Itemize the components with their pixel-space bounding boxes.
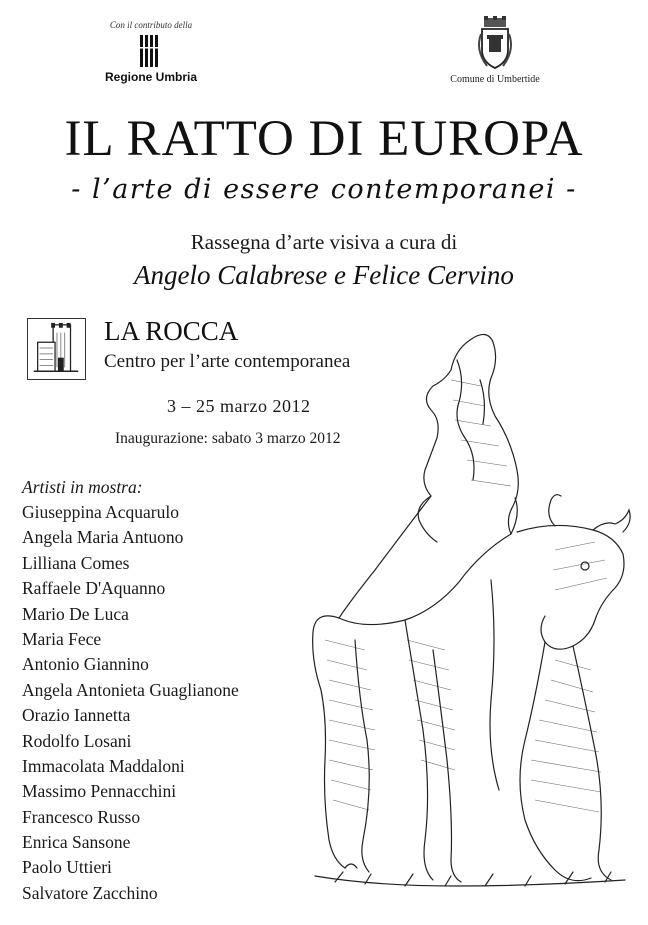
list-item: Angela Antonieta Guaglianone [22,679,239,700]
list-item: Paolo Uttieri [22,857,112,878]
artists-heading: Artisti in mostra: [22,477,143,497]
curators-names: Angelo Calabrese e Felice Cervino [134,260,514,290]
rocca-tower-logo-icon [27,318,86,380]
list-item: Orazio Iannetta [22,705,131,726]
list-item: Antonio Giannino [22,654,149,675]
page-title: IL RATTO DI EUROPA [64,111,584,167]
sponsor-name: Regione Umbria [104,70,197,84]
comune-crest-icon [473,16,517,72]
venue-name: LA ROCCA [104,316,239,346]
sponsor-pre-text: Con il contributo della [109,20,193,30]
page-subtitle: - l’arte di essere contemporanei - [71,174,577,205]
europa-and-bull-drawing-icon [255,320,645,910]
sponsor-regione-umbria [86,20,216,84]
list-item: Francesco Russo [22,806,141,827]
list-item: Mario De Luca [22,603,129,624]
list-item: Raffaele D'Aquanno [22,578,166,599]
sponsor-comune-umbertide [430,16,560,85]
list-item: Salvatore Zacchino [22,882,158,903]
inauguration-date: Inaugurazione: sabato 3 marzo 2012 [115,430,341,447]
venue-subtitle: Centro per l’arte contemporanea [104,351,351,372]
regione-umbria-logo-icon [140,35,162,67]
list-item: Angela Maria Antuono [22,527,184,548]
artists-list [22,475,239,906]
list-item: Lilliana Comes [22,552,130,573]
list-item: Maria Fece [22,628,102,649]
list-item: Immacolata Maddaloni [22,755,185,776]
list-item: Rodolfo Losani [22,730,132,751]
list-item: Giuseppina Acquarulo [22,502,179,522]
exhibition-dates: 3 – 25 marzo 2012 [167,396,311,416]
list-item: Enrica Sansone [22,832,131,853]
rassegna-text: Rassegna d’arte visiva a cura di [190,230,458,254]
list-item: Massimo Pennacchini [22,781,177,802]
sponsor-name: Comune di Umbertide [450,74,540,85]
